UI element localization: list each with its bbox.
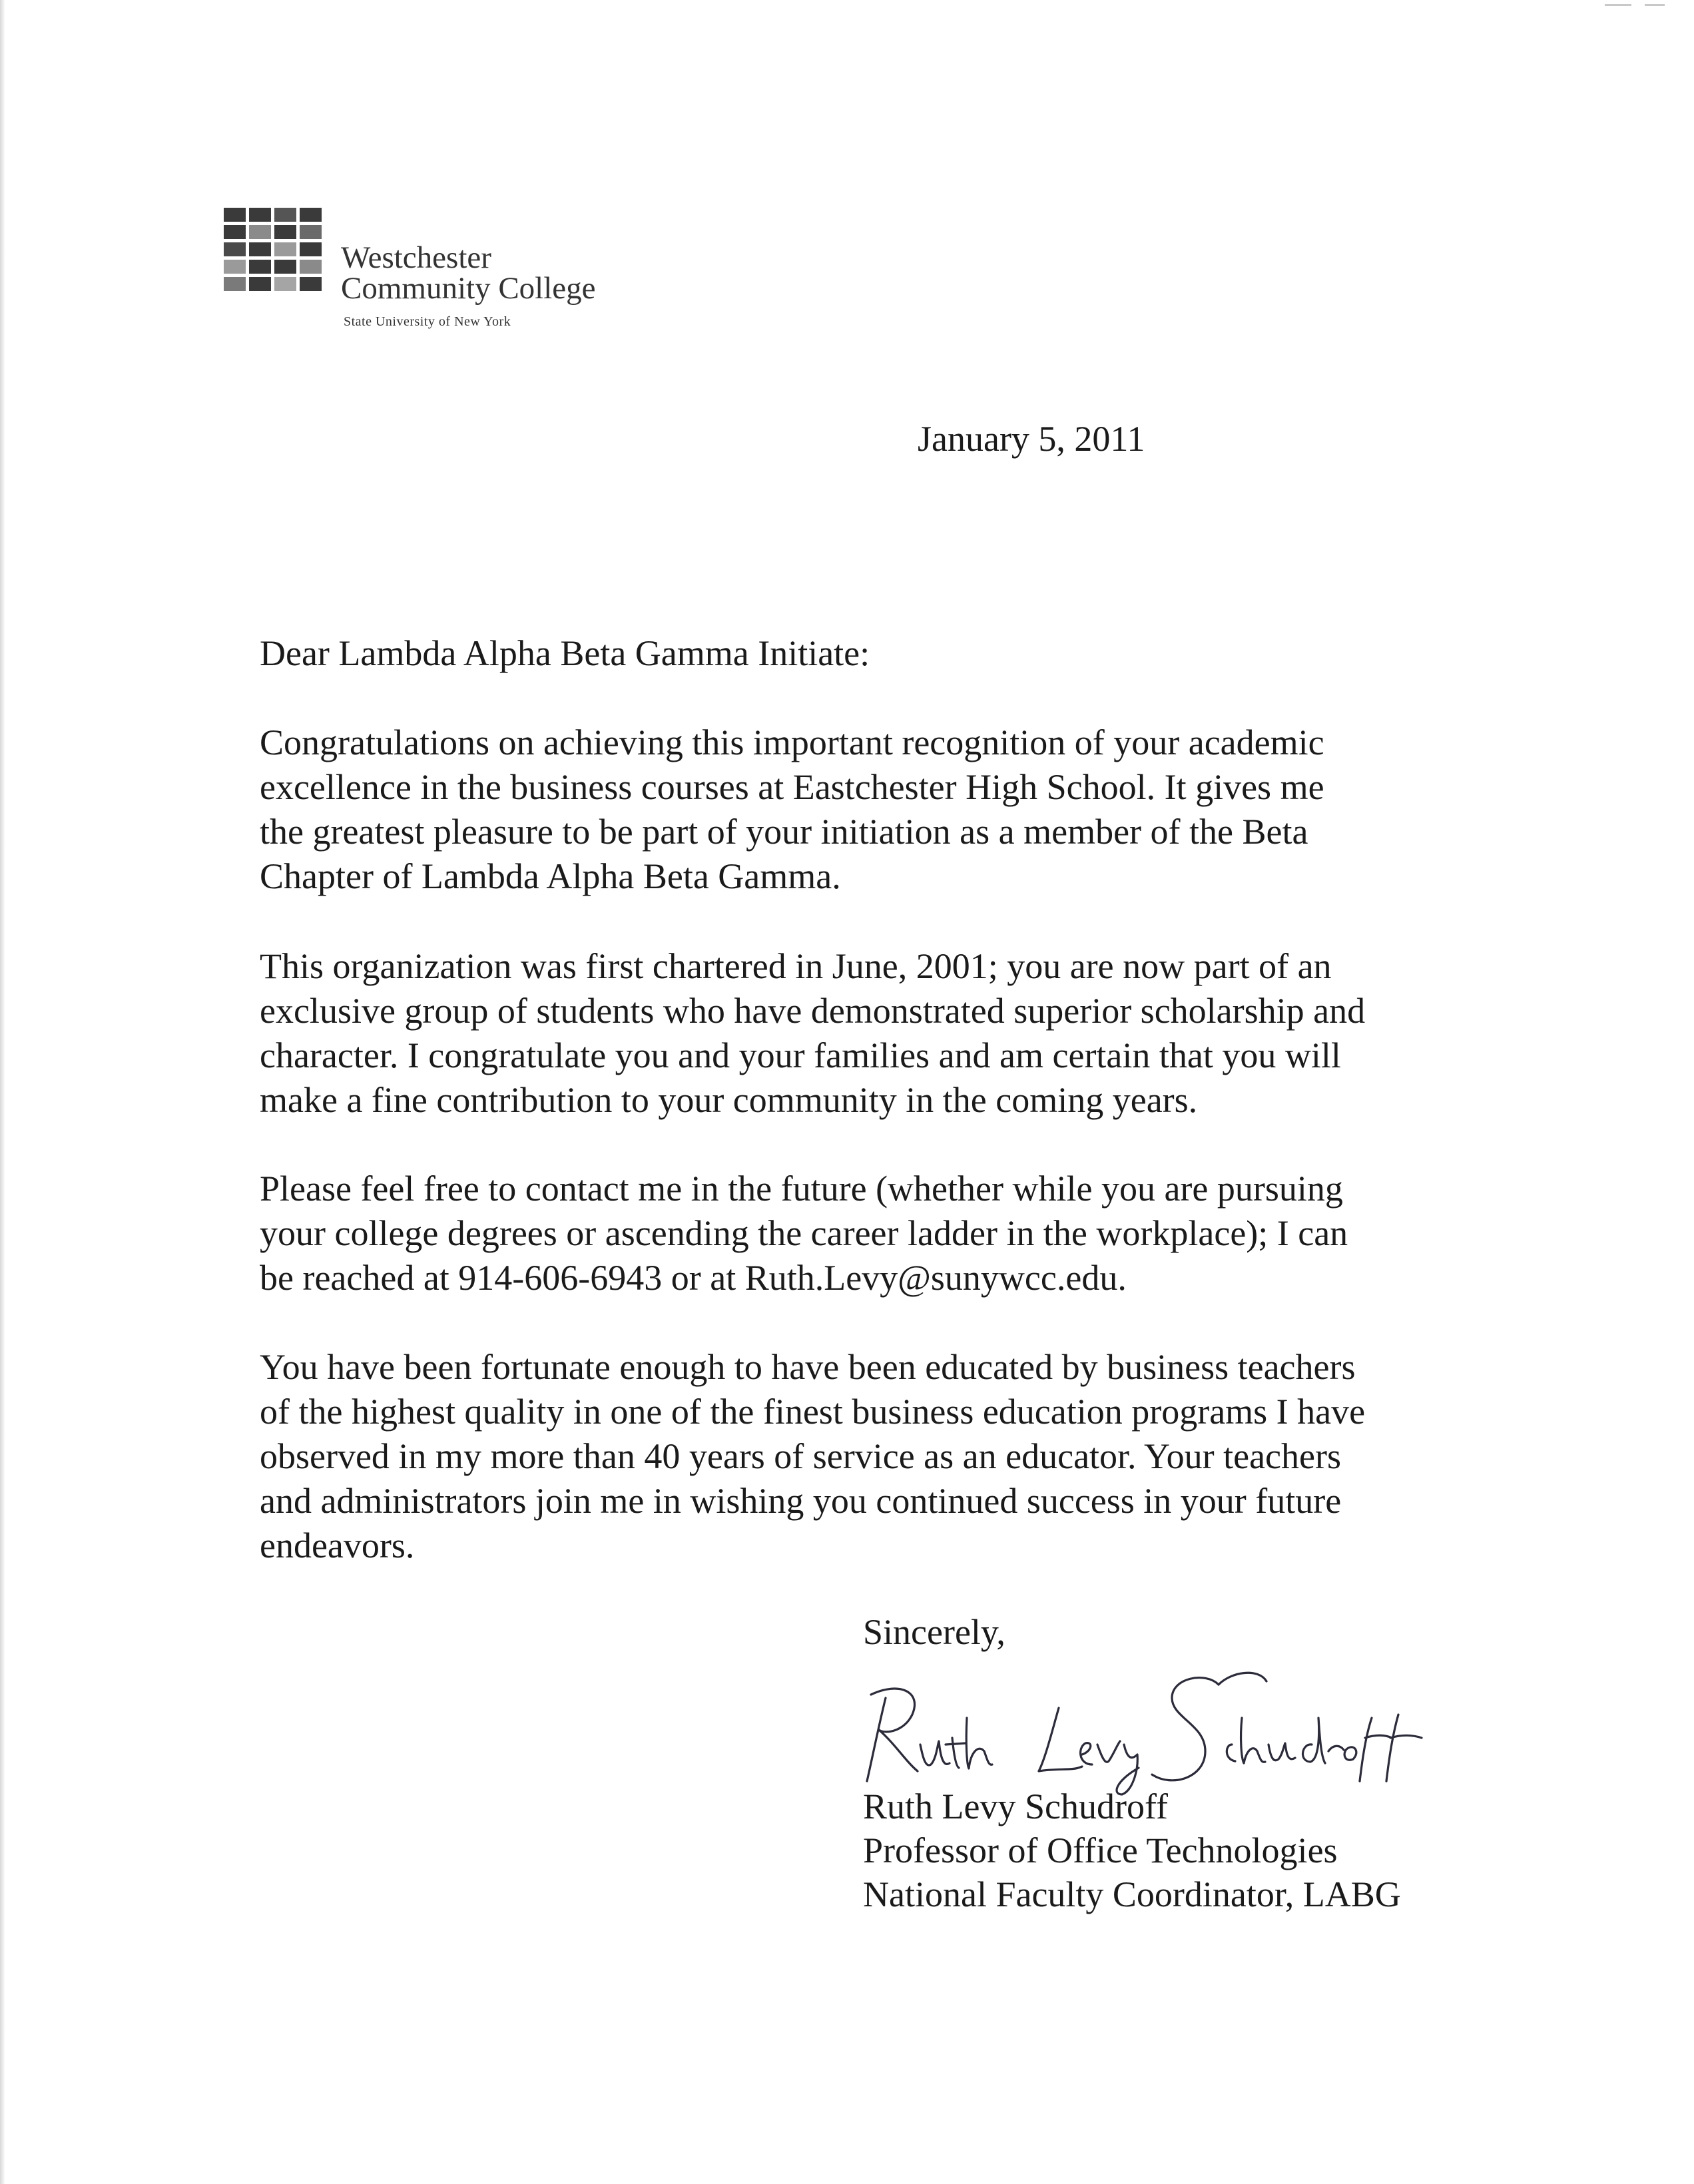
- paragraph-line: endeavors.: [260, 1525, 415, 1565]
- paragraph-line: character. I congratulate you and your families and am certain that you will: [260, 1035, 1341, 1075]
- paragraph-line: and administrators join me in wishing you continued success in your future: [260, 1481, 1342, 1521]
- signer-name: Ruth Levy Schudroff: [863, 1786, 1168, 1826]
- paragraph-line: excellence in the business courses at Eastchester High School. It gives me: [260, 767, 1324, 807]
- body-paragraph-3: [260, 1167, 1505, 1300]
- salutation: Dear Lambda Alpha Beta Gamma Initiate:: [260, 633, 870, 673]
- letter-date: January 5, 2011: [918, 419, 1145, 459]
- paragraph-line: Please feel free to contact me in the future (whether while you are pursuing: [260, 1169, 1343, 1209]
- paragraph-line: exclusive group of students who have demonstrated superior scholarship and: [260, 991, 1366, 1031]
- paragraph-line: observed in my more than 40 years of service as an educator. Your teachers: [260, 1436, 1341, 1476]
- handwritten-signature: [859, 1645, 1432, 1798]
- paragraph-line: Chapter of Lambda Alpha Beta Gamma.: [260, 856, 841, 896]
- scan-mark: [1605, 4, 1631, 6]
- college-subtitle: State University of New York: [344, 314, 511, 329]
- paragraph-line: You have been fortunate enough to have been educated by business teachers: [260, 1347, 1356, 1387]
- signer-block: [863, 1784, 1401, 1916]
- scan-mark: [1645, 4, 1665, 6]
- closing: Sincerely,: [863, 1612, 1005, 1652]
- college-name-line2: Community College: [341, 271, 596, 306]
- paragraph-line: Congratulations on achieving this important recognition of your academic: [260, 722, 1324, 762]
- college-logo-icon: [224, 208, 330, 301]
- letterhead: [224, 208, 690, 341]
- signer-role: National Faculty Coordinator, LABG: [863, 1874, 1401, 1914]
- paragraph-line: your college degrees or ascending the career ladder in the workplace); I can: [260, 1213, 1348, 1253]
- paragraph-line: be reached at 914-606-6943 or at Ruth.Levy@sunywcc.edu.: [260, 1258, 1127, 1298]
- paragraph-line: This organization was first chartered in June, 2001; you are now part of an: [260, 946, 1332, 986]
- body-paragraph-1: [260, 720, 1505, 899]
- paragraph-line: make a fine contribution to your community in the coming years.: [260, 1080, 1198, 1120]
- body-paragraph-4: [260, 1345, 1505, 1568]
- college-name-line1: Westchester: [341, 240, 491, 275]
- signer-title: Professor of Office Technologies: [863, 1830, 1338, 1870]
- paragraph-line: of the highest quality in one of the finest business education programs I have: [260, 1392, 1366, 1432]
- college-name: [341, 242, 596, 304]
- paragraph-line: the greatest pleasure to be part of your initiation as a member of the Beta: [260, 812, 1308, 852]
- body-paragraph-2: [260, 944, 1505, 1123]
- page-scan-edge: [0, 0, 5, 2184]
